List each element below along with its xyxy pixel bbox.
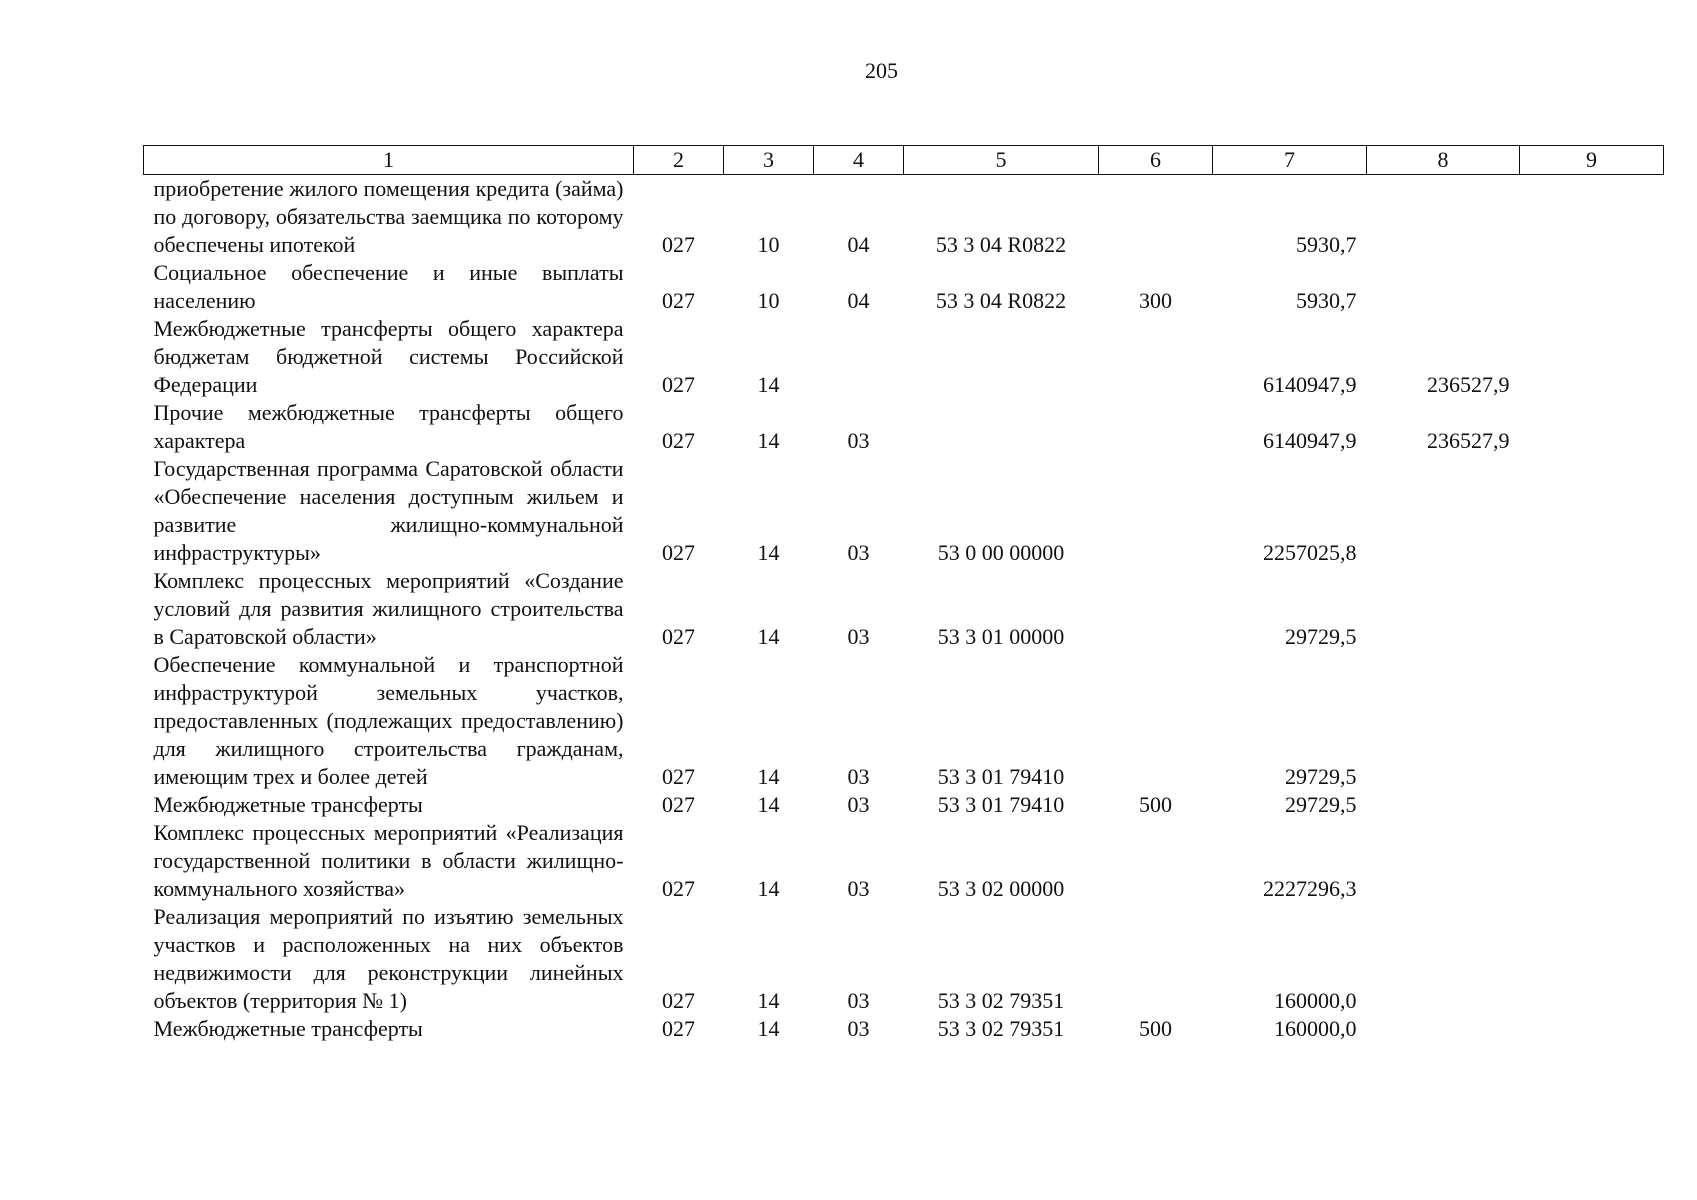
row-amount-extra [1520,651,1664,791]
row-amount-federal: 236527,9 [1427,428,1510,453]
row-target-article: 53 0 00 00000 [937,540,1065,565]
row-expense-type [1099,819,1213,903]
row-description: Реализация мероприятий по изъятию земельных участков и расположенных на них объектов недвижимости для реконструкции линейных объектов (территория № 1) [153,904,624,1013]
row-subsection-code: 03 [847,988,870,1013]
table-row [144,455,1664,567]
row-subsection-code [814,315,904,399]
row-ministry-code: 027 [662,624,695,649]
row-amount-extra [1520,259,1664,315]
row-amount: 29729,5 [1285,624,1357,649]
row-amount: 2227296,3 [1263,876,1357,901]
row-amount-federal [1367,567,1520,651]
header-col-9: 9 [1520,146,1664,175]
row-description: Комплекс процессных мероприятий «Создание условий для развития жилищного строительства в Саратовской области» [153,568,624,649]
row-amount-federal [1367,791,1520,819]
row-section-code: 14 [757,428,780,453]
row-description: Межбюджетные трансферты общего характера бюджетам бюджетной системы Российской Федерации [153,316,624,397]
row-subsection-code: 04 [847,232,870,257]
row-amount-federal [1367,819,1520,903]
table-row [144,651,1664,791]
row-amount-extra [1520,315,1664,399]
table-row [144,791,1664,819]
row-amount: 2257025,8 [1263,540,1357,565]
row-ministry-code: 027 [662,764,695,789]
header-col-8: 8 [1367,146,1520,175]
row-amount-extra [1520,791,1664,819]
row-target-article: 53 3 02 00000 [937,876,1065,901]
row-amount-federal [1367,903,1520,1015]
row-ministry-code: 027 [662,232,695,257]
row-subsection-code: 03 [847,624,870,649]
row-description: Межбюджетные трансферты [153,1016,423,1041]
row-expense-type [1099,455,1213,567]
row-target-article: 53 3 04 R0822 [935,232,1067,257]
row-description: Межбюджетные трансферты [153,792,423,817]
row-section-code: 14 [757,624,780,649]
row-amount-federal [1367,259,1520,315]
row-subsection-code: 03 [847,428,870,453]
budget-table [143,145,1664,1043]
table-row [144,175,1664,260]
row-amount-federal [1367,175,1520,260]
row-amount-federal [1367,1015,1520,1043]
row-subsection-code: 03 [847,764,870,789]
row-subsection-code: 03 [847,540,870,565]
row-amount-extra [1520,567,1664,651]
row-section-code: 14 [757,1016,780,1041]
header-col-6: 6 [1099,146,1213,175]
row-amount-extra [1520,455,1664,567]
row-amount: 6140947,9 [1263,372,1357,397]
row-section-code: 14 [757,764,780,789]
row-amount-extra [1520,819,1664,903]
row-expense-type [1099,399,1213,455]
row-target-article: 53 3 01 79410 [937,764,1065,789]
row-subsection-code: 03 [847,1016,870,1041]
row-amount-extra [1520,1015,1664,1043]
row-target-article: 53 3 01 79410 [937,792,1065,817]
row-section-code: 10 [757,232,780,257]
table-row [144,1015,1664,1043]
row-amount-extra [1520,175,1664,260]
row-section-code: 14 [757,540,780,565]
row-section-code: 14 [757,876,780,901]
row-subsection-code: 03 [847,876,870,901]
row-amount: 6140947,9 [1263,428,1357,453]
row-section-code: 10 [757,288,780,313]
row-subsection-code: 03 [847,792,870,817]
row-description: Социальное обеспечение и иные выплаты населению [153,260,624,313]
row-description: Обеспечение коммунальной и транспортной инфраструктурой земельных участков, предоставленных (подлежащих предоставлению) для жилищного строительства гражданам, имеющим трех и более детей [153,652,624,789]
row-amount: 29729,5 [1285,764,1357,789]
header-col-1: 1 [144,146,634,175]
table-row [144,903,1664,1015]
row-ministry-code: 027 [662,428,695,453]
row-target-article: 53 3 02 79351 [937,1016,1065,1041]
row-ministry-code: 027 [662,288,695,313]
row-amount: 160000,0 [1274,1016,1357,1041]
header-col-2: 2 [634,146,724,175]
row-amount: 5930,7 [1296,232,1357,257]
row-ministry-code: 027 [662,876,695,901]
table-row [144,259,1664,315]
row-amount-federal: 236527,9 [1427,372,1510,397]
row-amount: 160000,0 [1274,988,1357,1013]
row-ministry-code: 027 [662,372,695,397]
table-header-row [144,146,1664,175]
row-expense-type [1099,315,1213,399]
row-section-code: 14 [757,792,780,817]
row-expense-type: 500 [1139,792,1172,817]
row-amount-federal [1367,651,1520,791]
row-target-article: 53 3 02 79351 [937,988,1065,1013]
row-target-article [904,399,1099,455]
row-section-code: 14 [757,988,780,1013]
table-row [144,819,1664,903]
row-description: Государственная программа Саратовской области «Обеспечение населения доступным жильем и развитие жилищно-коммунальной инфраструктуры» [153,456,624,565]
header-col-5: 5 [904,146,1099,175]
row-amount-extra [1520,903,1664,1015]
row-amount: 29729,5 [1285,792,1357,817]
header-col-3: 3 [724,146,814,175]
row-ministry-code: 027 [662,1016,695,1041]
header-col-4: 4 [814,146,904,175]
row-amount-extra [1520,399,1664,455]
row-amount-federal [1367,455,1520,567]
row-expense-type [1099,175,1213,260]
table-row [144,315,1664,399]
row-description: Прочие межбюджетные трансферты общего характера [153,400,624,453]
header-col-7: 7 [1213,146,1367,175]
row-section-code: 14 [757,372,780,397]
row-ministry-code: 027 [662,540,695,565]
row-expense-type: 500 [1139,1016,1172,1041]
row-expense-type [1099,903,1213,1015]
row-expense-type: 300 [1139,288,1172,313]
row-ministry-code: 027 [662,988,695,1013]
row-target-article: 53 3 04 R0822 [935,288,1067,313]
row-target-article [904,315,1099,399]
row-subsection-code: 04 [847,288,870,313]
page-number: 205 [865,58,898,83]
row-description: Комплекс процессных мероприятий «Реализация государственной политики в области жилищно-коммунального хозяйства» [153,820,624,901]
row-ministry-code: 027 [662,792,695,817]
row-target-article: 53 3 01 00000 [937,624,1065,649]
row-amount: 5930,7 [1296,288,1357,313]
row-expense-type [1099,567,1213,651]
row-expense-type [1099,651,1213,791]
row-description: приобретение жилого помещения кредита (займа) по договору, обязательства заемщика по которому обеспечены ипотекой [153,176,624,257]
table-row [144,567,1664,651]
table-row [144,399,1664,455]
